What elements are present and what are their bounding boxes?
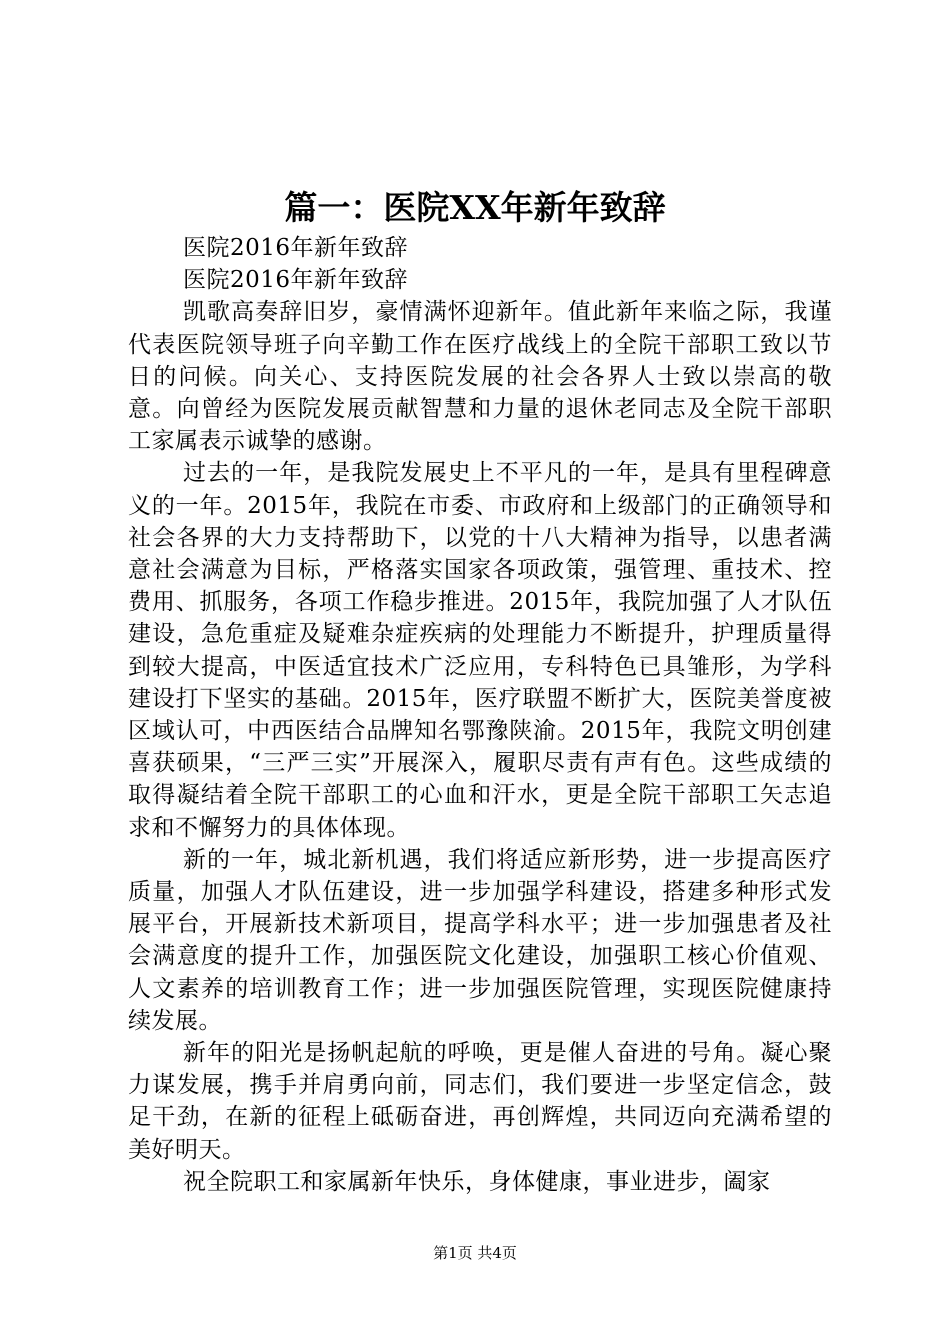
document-body: [128, 232, 832, 1198]
paragraph-wishes: 祝全院职工和家属新年快乐，身体健康，事业进步，阖家: [183, 1168, 771, 1195]
document-title: 篇一：医院XX年新年致辞: [284, 188, 666, 227]
paragraph-subtitle-1: 医院2016年新年致辞: [183, 235, 409, 261]
paragraph-review: 过去的一年，是我院发展史上不平凡的一年，是具有里程碑意义的一年。2015年，我院在市委、市政府和上级部门的正确领导和社会各界的大力支持帮助下，以党的十八大精神为指导，以患者满意社会满意为目标，严格落实国家各项政策，强管理、重技术、控费用、抓服务，各项工作稳步推进。2015年，我院加强了人才队伍建设，急危重症及疑难杂症疾病的处理能力不断提升，护理质量得到较大提高，中医适宜技术广泛应用，专科特色已具雏形，为学科建设打下坚实的基础。2015年，医疗联盟不断扩大，医院美誉度被区域认可，中西医结合品牌知名鄂豫陕渝。2015年，我院文明创建喜获硕果，“三严三实”开展深入，履职尽责有声有色。这些成绩的取得凝结着全院干部职工的心血和汗水，更是全院干部职工矢志追求和不懈努力的具体体现。: [128, 460, 832, 841]
paragraph-subtitle-2: 医院2016年新年致辞: [183, 267, 409, 294]
paragraph-greeting: 凯歌高奏辞旧岁，豪情满怀迎新年。值此新年来临之际，我谨代表医院领导班子向辛勤工作在医疗战线上的全院干部职工致以节日的问候。向关心、支持医院发展的社会各界人士致以崇高的敬意。向曾经为医院发展贡献智慧和力量的退休老同志及全院干部职工家属表示诚挚的感谢。: [128, 299, 832, 455]
page-number-footer: 第1页 共4页: [433, 1244, 517, 1262]
paragraph-plans: 新的一年，城北新机遇，我们将适应新形势，进一步提高医疗质量，加强人才队伍建设，进一步加强学科建设，搭建多种形式发展平台，开展新技术新项目，提高学科水平；进一步加强患者及社会满意度的提升工作，加强医院文化建设，加强职工核心价值观、人文素养的培训教育工作；进一步加强医院管理，实现医院健康持续发展。: [128, 846, 832, 1034]
paragraph-call-to-action: 新年的阳光是扬帆起航的呼唤，更是催人奋进的号角。凝心聚力谋发展，携手并肩勇向前，同志们，我们要进一步坚定信念，鼓足干劲，在新的征程上砥砺奋进，再创辉煌，共同迈向充满希望的美好明天。: [128, 1040, 832, 1163]
